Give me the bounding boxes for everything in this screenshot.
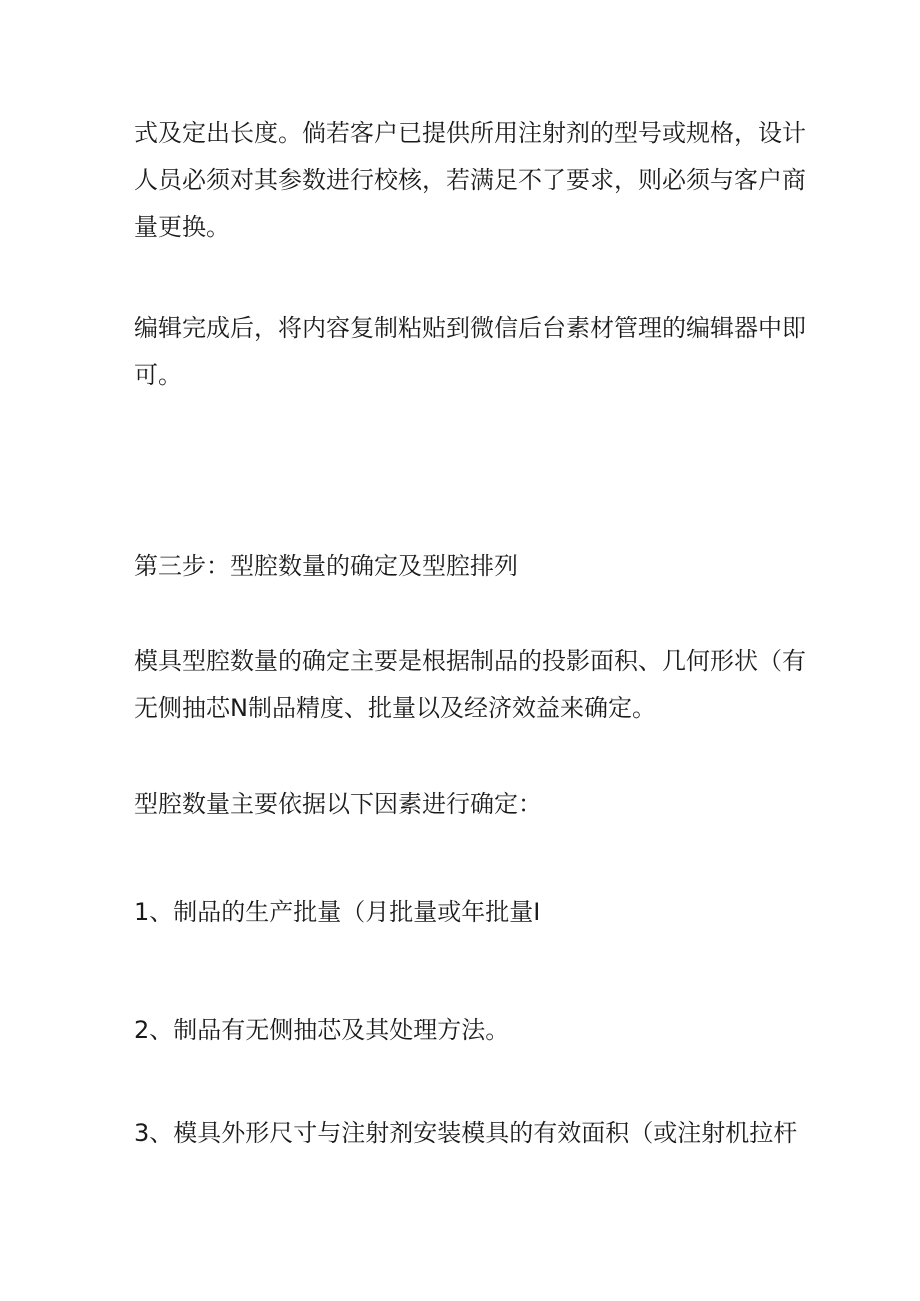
section-heading-step-three — [134, 543, 794, 590]
text-line: 人员必须对其参数进行校核，若满足不了要求，则必须与客户商 — [134, 166, 806, 194]
text-line: 模具型腔数量的确定主要是根据制品的投影面积、几何形状（有 — [134, 647, 806, 675]
paragraph-factors-intro — [134, 781, 794, 828]
list-item-3 — [134, 1110, 798, 1157]
text-line: 式及定出长度。倘若客户已提供所用注射剂的型号或规格，设计 — [134, 119, 806, 147]
text-line: 可。 — [134, 361, 182, 389]
text-line: 编辑完成后，将内容复制粘贴到微信后台素材管理的编辑器中即 — [134, 314, 806, 342]
text-line: 型腔数量主要依据以下因素进行确定： — [134, 790, 542, 818]
paragraph-injection-check — [134, 110, 806, 251]
paragraph-cavity-count-basis — [134, 638, 806, 732]
list-item-1 — [134, 889, 794, 936]
heading-text: 第三步：型腔数量的确定及型腔排列 — [134, 552, 518, 580]
text-line: 量更换。 — [134, 213, 230, 241]
list-item-text: 1、制品的生产批量（月批量或年批量I — [134, 898, 541, 926]
list-item-text: 3、模具外形尺寸与注射剂安装模具的有效面积（或注射机拉杆 — [134, 1119, 798, 1147]
list-item-2 — [134, 1007, 794, 1054]
list-item-text: 2、制品有无侧抽芯及其处理方法。 — [134, 1016, 510, 1044]
paragraph-editor-note — [134, 305, 806, 399]
text-line: 无侧抽芯N制品精度、批量以及经济效益来确定。 — [134, 694, 656, 722]
